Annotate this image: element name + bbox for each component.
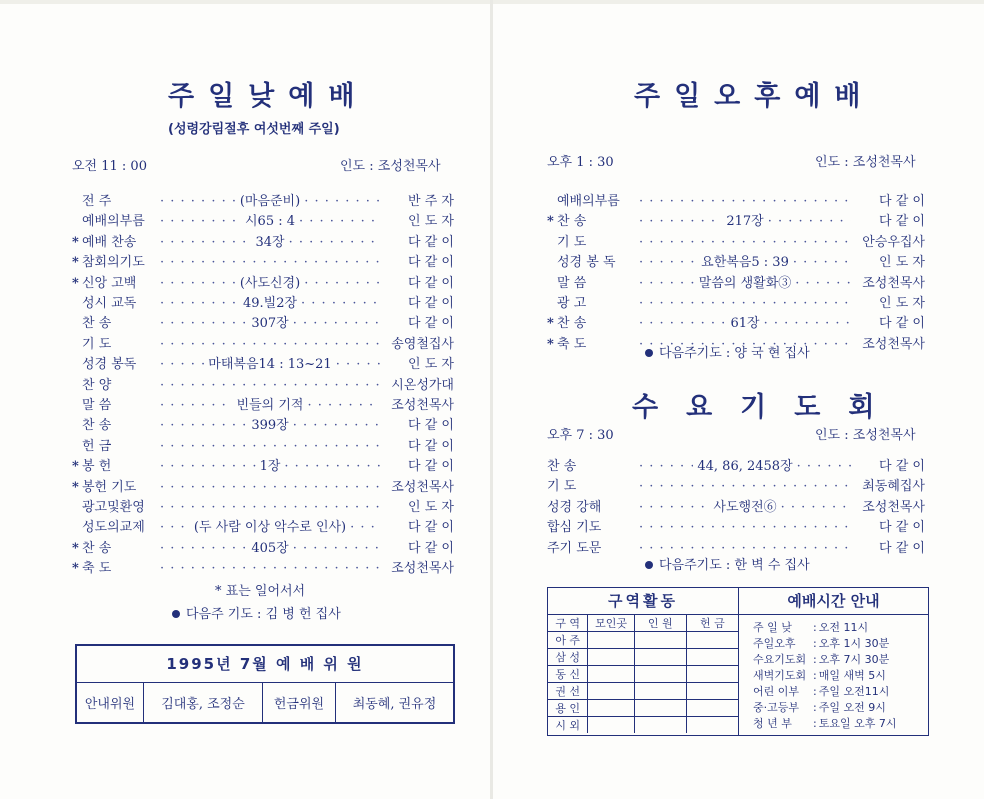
order-label: 기 도 bbox=[82, 336, 112, 352]
order-detail: 마태복음14 : 13~21 bbox=[208, 357, 332, 373]
schedule-label: 수요기도회 bbox=[753, 653, 807, 666]
bullet-icon bbox=[645, 349, 653, 357]
order-label: 예배의부름 bbox=[557, 194, 620, 209]
district-cell bbox=[588, 632, 634, 649]
leader-dots bbox=[639, 276, 695, 291]
bottom-info-box bbox=[547, 587, 929, 736]
leader-dots bbox=[160, 316, 247, 331]
order-label: 찬 송 bbox=[547, 459, 577, 474]
district-cell bbox=[686, 717, 738, 734]
order-label: 성경 강해 bbox=[547, 499, 602, 515]
schedule-separator: : bbox=[813, 637, 817, 650]
order-label: 찬 송 bbox=[557, 214, 587, 230]
order-row bbox=[72, 231, 454, 251]
leader-dots bbox=[284, 459, 380, 474]
order-person: 최동혜집사 bbox=[862, 479, 925, 495]
order-detail: 빈들의 기적 bbox=[236, 398, 304, 413]
district-cell bbox=[588, 649, 634, 666]
district-name: 권 선 bbox=[548, 683, 588, 700]
order-row bbox=[72, 557, 454, 577]
district-cell bbox=[686, 683, 738, 700]
district-header: 인 원 bbox=[634, 615, 686, 632]
leader-dots bbox=[160, 439, 380, 454]
left-time: 오전 11 : 00 bbox=[72, 159, 147, 174]
order-person: 다 같 이 bbox=[879, 316, 925, 332]
order-label: 찬 송 bbox=[82, 540, 112, 556]
schedule-value: 오전 11시 bbox=[818, 621, 869, 634]
order-person: 다 같 이 bbox=[408, 296, 454, 311]
right-title: 주일오후예배 bbox=[634, 81, 875, 112]
order-person: 인 도 자 bbox=[879, 255, 925, 271]
schedule-separator: : bbox=[813, 685, 817, 698]
order-row bbox=[72, 496, 454, 516]
standing-mark: * bbox=[72, 540, 79, 556]
district-cell bbox=[686, 700, 738, 717]
leader-dots bbox=[764, 316, 851, 331]
wednesday-next-prayer bbox=[645, 554, 810, 573]
order-person: 반 주 자 bbox=[408, 194, 454, 209]
district-activity bbox=[548, 588, 739, 735]
district-header: 구 역 bbox=[548, 615, 588, 632]
order-label: 광 고 bbox=[557, 296, 587, 311]
order-row bbox=[537, 516, 925, 536]
order-person: 다 같 이 bbox=[408, 438, 454, 454]
right-next-prayer bbox=[645, 342, 810, 361]
order-person: 다 같 이 bbox=[408, 540, 454, 556]
schedule-separator: : bbox=[813, 669, 817, 682]
leader-dots bbox=[336, 357, 380, 372]
leader-dots bbox=[639, 235, 851, 250]
order-person: 다 같 이 bbox=[879, 520, 925, 536]
schedule-value: 오후 1시 30분 bbox=[818, 637, 890, 650]
order-row bbox=[537, 455, 925, 475]
order-detail: 34장 bbox=[255, 234, 285, 250]
standing-mark: * bbox=[72, 459, 79, 475]
schedule-value: 주일 오전11시 bbox=[818, 685, 890, 698]
district-row bbox=[548, 649, 738, 666]
order-person: 인 도 자 bbox=[879, 296, 925, 311]
wednesday-next-prayer-text: 다음주기도 : 한 벽 수 집사 bbox=[659, 558, 810, 573]
order-detail: 307장 bbox=[251, 316, 289, 332]
district-cell bbox=[588, 700, 634, 717]
right-leader: 인도 : 조성천목사 bbox=[815, 155, 916, 170]
order-person: 안승우집사 bbox=[862, 234, 925, 250]
left-next-prayer-text: 다음주 기도 : 김 병 헌 집사 bbox=[186, 607, 341, 622]
order-row bbox=[72, 455, 454, 475]
district-name: 시 외 bbox=[548, 717, 588, 734]
leader-dots bbox=[639, 520, 851, 535]
order-row bbox=[72, 272, 454, 292]
district-row bbox=[548, 717, 738, 734]
schedule-label: 새벽기도회 bbox=[753, 669, 807, 682]
order-label: 합심 기도 bbox=[547, 520, 602, 536]
leader-dots bbox=[160, 337, 380, 352]
order-person: 조성천목사 bbox=[862, 336, 925, 352]
right-time: 오후 1 : 30 bbox=[547, 155, 614, 170]
leader-dots bbox=[639, 459, 693, 474]
leader-dots bbox=[304, 194, 380, 209]
district-cell bbox=[634, 649, 686, 666]
schedule-value: 오후 7시 30분 bbox=[818, 653, 890, 666]
schedule-separator: : bbox=[813, 653, 817, 666]
order-person: 시온성가대 bbox=[391, 377, 454, 393]
order-row bbox=[547, 231, 925, 251]
bullet-icon bbox=[172, 610, 180, 618]
district-cell bbox=[634, 700, 686, 717]
district-table bbox=[548, 615, 738, 733]
district-name: 삼 성 bbox=[548, 649, 588, 666]
order-label: 전 주 bbox=[82, 194, 112, 209]
order-detail: 사도행전⑥ bbox=[713, 499, 777, 515]
leader-dots bbox=[160, 398, 233, 413]
schedule-row bbox=[753, 700, 928, 716]
schedule-row bbox=[753, 636, 928, 652]
order-label: 성시 교독 bbox=[82, 296, 137, 311]
order-person: 인 도 자 bbox=[408, 214, 454, 230]
leader-dots bbox=[289, 235, 380, 250]
leader-dots bbox=[293, 316, 380, 331]
schedule-separator: : bbox=[813, 717, 817, 730]
standing-mark: * bbox=[72, 275, 79, 291]
leader-dots bbox=[160, 541, 247, 556]
schedule-label: 주 일 낮 bbox=[753, 621, 792, 634]
order-label: 참회의기도 bbox=[82, 255, 145, 271]
order-person: 조성천목사 bbox=[862, 499, 925, 515]
district-name: 아 주 bbox=[548, 632, 588, 649]
order-label: 광고및환영 bbox=[82, 500, 145, 515]
order-row bbox=[72, 251, 454, 271]
order-detail: 44, 86, 2458장 bbox=[697, 459, 793, 474]
district-cell bbox=[686, 632, 738, 649]
order-row bbox=[72, 537, 454, 557]
district-row bbox=[548, 683, 738, 700]
order-row bbox=[72, 333, 454, 353]
order-person: 다 같 이 bbox=[408, 520, 454, 536]
order-row bbox=[72, 435, 454, 455]
leader-dots bbox=[781, 500, 851, 515]
order-person: 다 같 이 bbox=[879, 214, 925, 230]
order-row bbox=[72, 414, 454, 434]
order-row bbox=[537, 475, 925, 495]
leader-dots bbox=[160, 480, 380, 495]
standing-mark: * bbox=[72, 479, 79, 495]
order-row bbox=[72, 394, 454, 414]
order-label: 축 도 bbox=[557, 336, 587, 352]
leader-dots bbox=[639, 194, 851, 209]
leader-dots bbox=[160, 235, 251, 250]
district-cell bbox=[588, 666, 634, 683]
left-subtitle: (성령강림절후 여섯번째 주일) bbox=[168, 122, 340, 137]
leader-dots bbox=[160, 378, 380, 393]
leader-dots bbox=[160, 520, 190, 535]
schedule-value: 토요일 오후 7시 bbox=[818, 717, 897, 730]
order-row bbox=[72, 374, 454, 394]
order-detail: 시65 : 4 bbox=[245, 214, 296, 230]
order-person: 인 도 자 bbox=[408, 357, 454, 373]
order-label: 말 씀 bbox=[557, 275, 587, 291]
order-label: 예배의부름 bbox=[82, 214, 145, 230]
wednesday-leader: 인도 : 조성천목사 bbox=[815, 428, 916, 443]
leader-dots bbox=[639, 214, 722, 229]
standing-mark: * bbox=[547, 336, 554, 352]
leader-dots bbox=[160, 561, 380, 576]
right-next-prayer-text: 다음주기도 : 양 국 현 집사 bbox=[659, 346, 810, 361]
order-detail: 49.빌2장 bbox=[242, 296, 298, 311]
order-label: 찬 송 bbox=[82, 316, 112, 332]
standing-mark: * bbox=[547, 316, 554, 332]
leader-dots bbox=[639, 255, 697, 270]
order-label: 주기 도문 bbox=[547, 540, 602, 556]
leader-dots bbox=[160, 418, 247, 433]
order-row bbox=[72, 516, 454, 536]
order-person: 다 같 이 bbox=[879, 540, 925, 556]
order-detail: 요한복음5 : 39 bbox=[701, 255, 789, 271]
standing-mark: * bbox=[72, 234, 79, 250]
leader-dots bbox=[639, 500, 709, 515]
schedule-label: 어린 이부 bbox=[753, 685, 800, 698]
schedule-label: 청 년 부 bbox=[753, 717, 792, 730]
center-fold bbox=[490, 0, 493, 799]
district-cell bbox=[686, 649, 738, 666]
wednesday-title: 수요기도회 bbox=[632, 392, 903, 423]
offering-names: 최동혜, 권유정 bbox=[352, 697, 437, 712]
schedule-row bbox=[753, 652, 928, 668]
district-row bbox=[548, 632, 738, 649]
district-cell bbox=[634, 632, 686, 649]
leader-dots bbox=[160, 194, 236, 209]
leader-dots bbox=[795, 276, 851, 291]
district-name: 용 인 bbox=[548, 700, 588, 717]
worship-committee-box bbox=[75, 644, 455, 724]
order-row bbox=[72, 312, 454, 332]
worship-schedule bbox=[739, 588, 928, 735]
leader-dots bbox=[793, 255, 851, 270]
order-person: 다 같 이 bbox=[879, 459, 925, 474]
order-detail: 405장 bbox=[251, 540, 289, 556]
order-person: 조성천목사 bbox=[862, 275, 925, 291]
order-person: 조성천목사 bbox=[391, 561, 454, 577]
schedule-title: 예배시간 안내 bbox=[739, 588, 928, 615]
schedule-list bbox=[739, 615, 928, 732]
standing-mark: * bbox=[72, 255, 79, 271]
order-row bbox=[537, 496, 925, 516]
district-cell bbox=[634, 666, 686, 683]
order-person: 인 도 자 bbox=[408, 500, 454, 515]
order-detail: 1장 bbox=[259, 459, 281, 475]
leader-dots bbox=[293, 541, 380, 556]
order-row bbox=[547, 312, 925, 332]
schedule-row bbox=[753, 620, 928, 636]
order-row bbox=[72, 210, 454, 230]
order-detail: (마음준비) bbox=[239, 194, 301, 209]
standing-note: * 표는 일어서서 bbox=[215, 584, 306, 599]
guide-names: 김대홍, 조정순 bbox=[144, 683, 263, 722]
district-cell bbox=[686, 666, 738, 683]
leader-dots bbox=[160, 296, 239, 311]
wednesday-time: 오후 7 : 30 bbox=[547, 428, 614, 443]
leader-dots bbox=[160, 214, 241, 229]
order-detail: 217장 bbox=[726, 214, 764, 230]
schedule-row bbox=[753, 684, 928, 700]
order-row bbox=[72, 292, 454, 312]
district-cell bbox=[634, 717, 686, 734]
order-detail: (사도신경) bbox=[239, 275, 301, 291]
left-next-prayer bbox=[172, 603, 341, 622]
leader-dots bbox=[301, 296, 380, 311]
order-label: 찬 양 bbox=[82, 377, 112, 393]
order-person: 다 같 이 bbox=[408, 275, 454, 291]
left-title: 주일낮예배 bbox=[168, 81, 369, 112]
order-label: 말 씀 bbox=[82, 398, 112, 413]
leader-dots bbox=[639, 296, 851, 311]
order-label: 찬 송 bbox=[557, 316, 587, 332]
leader-dots bbox=[768, 214, 851, 229]
schedule-value: 주일 오전 9시 bbox=[818, 701, 886, 714]
leader-dots bbox=[160, 357, 204, 372]
order-detail: 말씀의 생활화③ bbox=[698, 275, 792, 291]
order-row bbox=[72, 190, 454, 210]
schedule-value: 매일 새벽 5시 bbox=[818, 669, 886, 682]
order-person: 다 같 이 bbox=[879, 194, 925, 209]
order-label: 봉헌 기도 bbox=[82, 479, 137, 495]
order-person: 다 같 이 bbox=[408, 234, 454, 250]
order-label: 성경 봉 독 bbox=[557, 255, 616, 271]
schedule-separator: : bbox=[813, 701, 817, 714]
order-detail: 399장 bbox=[251, 418, 289, 434]
leader-dots bbox=[160, 255, 380, 270]
order-label: 기 도 bbox=[547, 479, 577, 495]
district-row bbox=[548, 666, 738, 683]
leader-dots bbox=[299, 214, 380, 229]
leader-dots bbox=[304, 276, 380, 291]
schedule-row bbox=[753, 668, 928, 684]
order-row bbox=[72, 476, 454, 496]
leader-dots bbox=[639, 479, 851, 494]
leader-dots bbox=[160, 276, 236, 291]
leader-dots bbox=[293, 418, 380, 433]
order-label: 기 도 bbox=[557, 234, 587, 250]
standing-mark: * bbox=[547, 214, 554, 230]
leader-dots bbox=[639, 316, 726, 331]
district-title: 구역활동 bbox=[548, 588, 738, 615]
leader-dots bbox=[350, 520, 380, 535]
order-row bbox=[547, 251, 925, 271]
guide-label: 안내위원 bbox=[77, 683, 144, 722]
leader-dots bbox=[307, 398, 380, 413]
order-row bbox=[547, 210, 925, 230]
order-row bbox=[72, 353, 454, 373]
order-detail: (두 사람 이상 악수로 인사) bbox=[193, 520, 347, 536]
order-row bbox=[547, 272, 925, 292]
order-label: 봉 헌 bbox=[82, 459, 112, 475]
order-label: 헌 금 bbox=[82, 438, 112, 454]
order-person: 조성천목사 bbox=[391, 479, 454, 495]
order-label: 찬 송 bbox=[82, 418, 112, 434]
district-row bbox=[548, 700, 738, 717]
order-detail: 61장 bbox=[730, 316, 760, 332]
order-person: 다 같 이 bbox=[408, 255, 454, 271]
leader-dots bbox=[797, 459, 851, 474]
bullet-icon bbox=[645, 561, 653, 569]
district-header: 모인곳 bbox=[588, 615, 634, 632]
schedule-label: 주일오후 bbox=[753, 637, 796, 650]
schedule-row bbox=[753, 716, 928, 732]
order-label: 신앙 고백 bbox=[82, 275, 137, 291]
worship-committee-title: 1995년 7월 예 배 위 원 bbox=[77, 646, 453, 683]
left-leader: 인도 : 조성천목사 bbox=[340, 159, 441, 174]
leader-dots bbox=[160, 500, 380, 515]
order-person: 다 같 이 bbox=[408, 418, 454, 434]
leader-dots bbox=[160, 459, 256, 474]
order-person: 다 같 이 bbox=[408, 459, 454, 475]
order-row bbox=[547, 292, 925, 312]
order-person: 다 같 이 bbox=[408, 316, 454, 332]
district-name: 동 신 bbox=[548, 666, 588, 683]
order-label: 성도의교제 bbox=[82, 520, 145, 536]
order-person: 송영철집사 bbox=[391, 336, 454, 352]
order-label: 성경 봉독 bbox=[82, 357, 137, 373]
order-row bbox=[547, 190, 925, 210]
offering-label: 헌금위원 bbox=[263, 683, 336, 722]
district-cell bbox=[634, 683, 686, 700]
district-cell bbox=[588, 683, 634, 700]
order-person: 조성천목사 bbox=[391, 398, 454, 413]
order-label: 축 도 bbox=[82, 561, 112, 577]
standing-mark: * bbox=[72, 561, 79, 577]
district-header: 헌 금 bbox=[686, 615, 738, 632]
district-cell bbox=[588, 717, 634, 734]
order-label: 예배 찬송 bbox=[82, 234, 137, 250]
schedule-label: 중·고등부 bbox=[753, 701, 800, 714]
schedule-separator: : bbox=[813, 621, 817, 634]
